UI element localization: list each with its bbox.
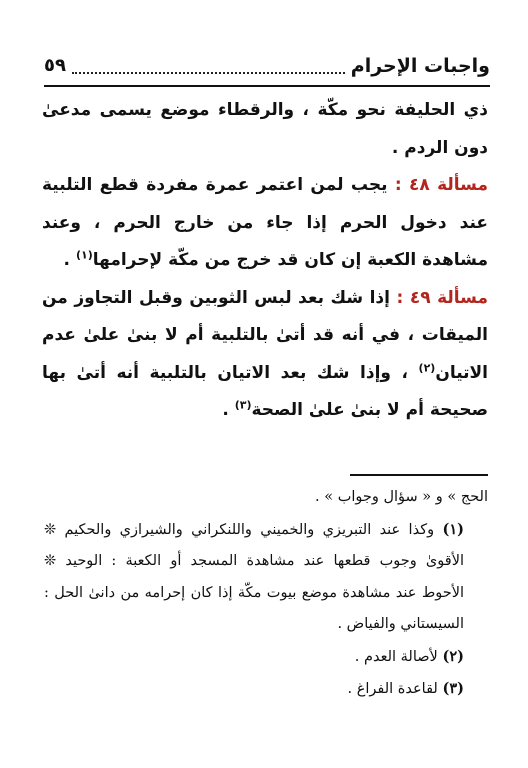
footnote-carryover: الحج » و « سؤال وجواب » .: [315, 489, 488, 505]
footnote-2-text: لأصالة العدم .: [354, 648, 438, 665]
footnote-3: [44, 673, 488, 706]
issue-49-text-a: إذا شك بعد لبس الثوبين وقبل التجاوز من الميقات ، في أنه قد أتىٰ بالتلبية أم لا بنىٰ علىٰ عدم الاتيان: [42, 287, 489, 383]
issue-49-text-b: ، وإذا شك بعد الاتيان بالتلبية أنه أتىٰ بها صحيحة أم لا بنىٰ علىٰ الصحة: [42, 362, 488, 420]
chapter-title: واجبات الإحرام: [350, 55, 490, 77]
footnote-1-number: (١): [442, 520, 464, 538]
issue-48-label: مسألة ٤٨ :: [394, 175, 489, 195]
footnote-ref-3: (٣): [234, 398, 252, 412]
page-number: ٥٩: [44, 55, 66, 76]
issue-49-end: .: [222, 400, 235, 420]
footnote-ref-2: (٢): [418, 360, 436, 374]
footnote-ref-1: (١): [75, 248, 93, 262]
issue-48-text: يجب لمن اعتمر عمرة مفردة قطع التلبية عند دخول الحرم إذا جاء من خارج الحرم ، وعند مشاهدة الكعبة إن كان قد خرج من مكّة لإحرامها: [42, 175, 488, 270]
running-header: [44, 46, 490, 80]
paragraph-continuation: ذي الحليفة نحو مكّة ، والرقطاء موضع يسمى مدعىٰ دون الردم .: [42, 100, 488, 158]
issue-48: [42, 167, 488, 280]
footnote-1-text: وكذا عند التبريزي والخميني واللنكراني والشيرازي والحكيم ❊ الأقوىٰ وجوب قطعها عند مشاهدة المسجد أو الكعبة : الوحيد ❊ الأحوط عند مشاهدة موضع بيوت مكّة إذا كان إحرامه من دانىٰ الحل : السيستاني والفياض .: [44, 521, 464, 632]
footnote-1: [44, 514, 488, 641]
footnote-3-number: (٣): [442, 680, 464, 697]
footnote-separator: [350, 474, 488, 476]
issue-49-label: مسألة ٤٩ :: [396, 287, 489, 308]
footnote-2-number: (٢): [442, 647, 464, 665]
issue-48-end: .: [63, 250, 76, 270]
dotted-leader: [72, 71, 345, 74]
issue-49: [42, 280, 488, 430]
main-text: [42, 92, 488, 430]
footnote-3-text: لقاعدة الفراغ .: [347, 681, 438, 697]
header-rule: [44, 85, 490, 87]
footnotes: [44, 482, 488, 706]
footnote-2: [44, 641, 488, 674]
